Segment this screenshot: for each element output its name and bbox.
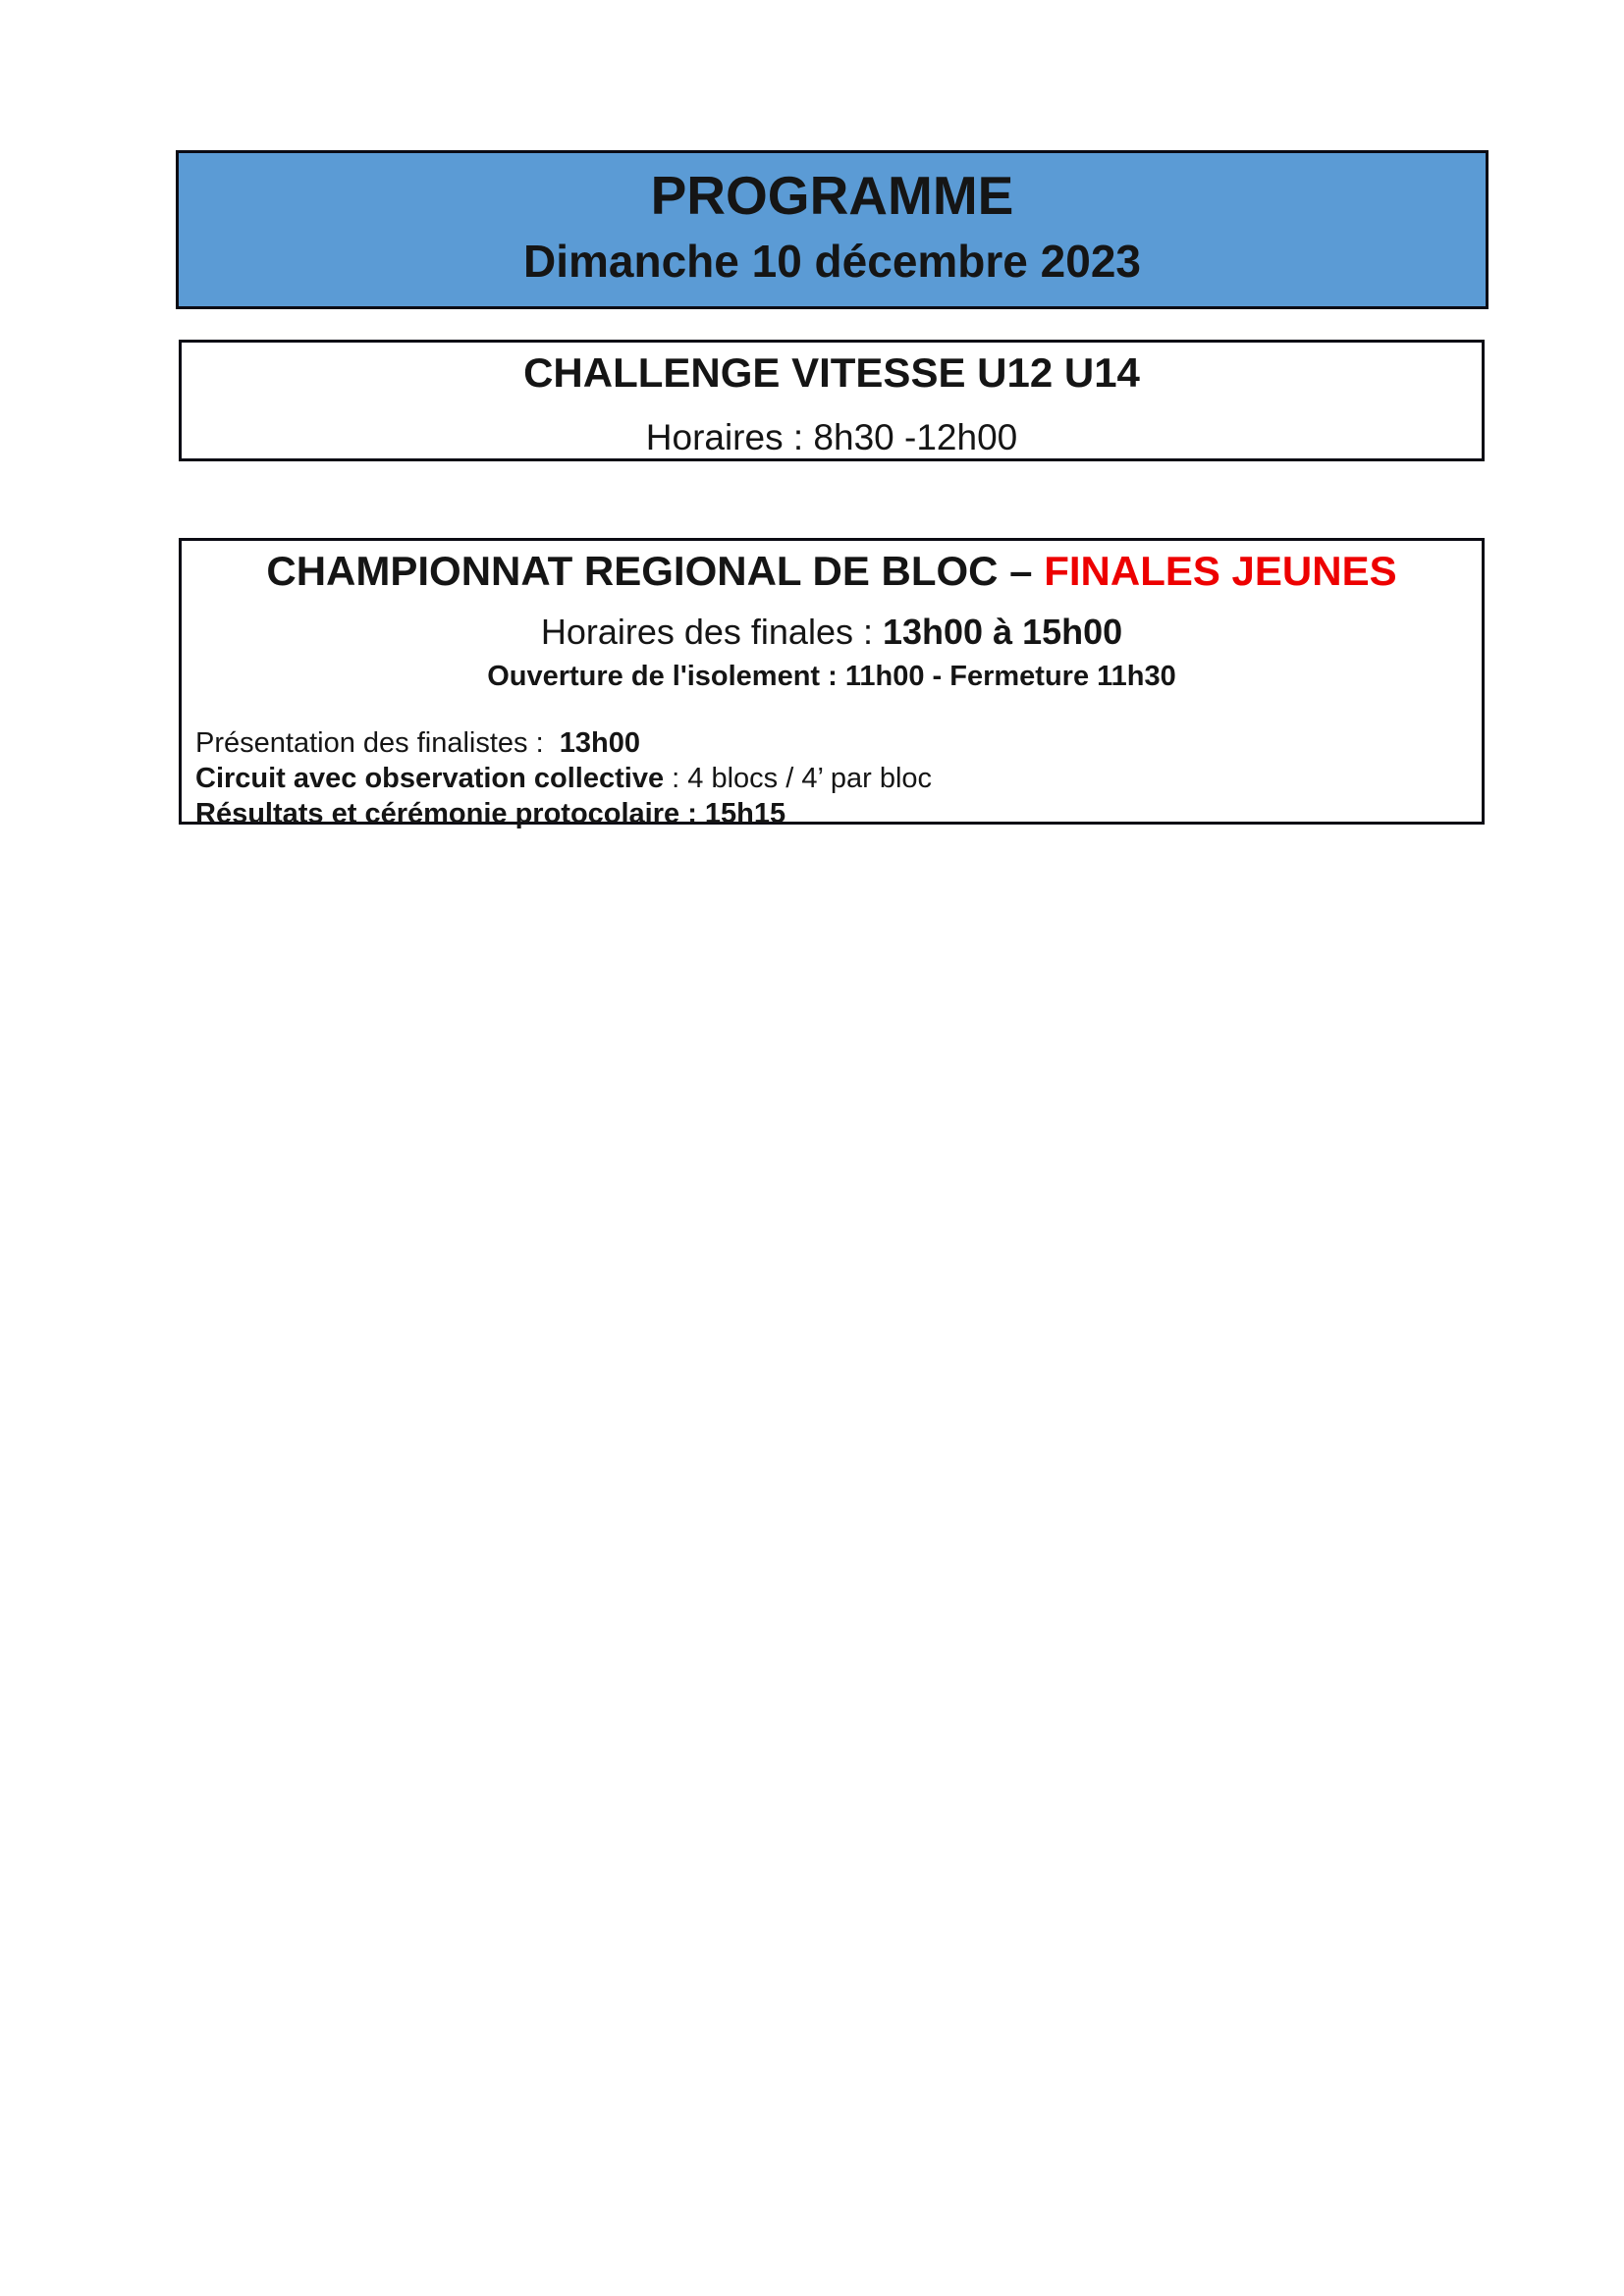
program-date-subtitle: Dimanche 10 décembre 2023 [522, 236, 1142, 287]
finals-schedule-line [182, 612, 1482, 653]
finals-schedule-label: Horaires des finales : [540, 612, 883, 652]
program-header-banner [176, 150, 1489, 309]
circuit-label: Circuit avec observation collective [195, 763, 665, 794]
finals-schedule-time: 13h00 à 15h00 [882, 612, 1123, 652]
section-challenge-vitesse [179, 340, 1485, 461]
challenge-vitesse-schedule: Horaires : 8h30 -12h00 [645, 417, 1018, 457]
championnat-bloc-title [182, 541, 1482, 595]
challenge-vitesse-title: CHALLENGE VITESSE U12 U14 [523, 349, 1140, 396]
isolation-schedule-line: Ouverture de l'isolement : 11h00 - Fermeture 11h30 [487, 661, 1176, 692]
championnat-bloc-title-black: CHAMPIONNAT REGIONAL DE BLOC – [266, 548, 1045, 594]
presentation-label: Présentation des finalistes : [195, 727, 560, 759]
detail-line-presentation [195, 725, 1482, 761]
finals-details-block [182, 725, 1482, 831]
program-title: PROGRAMME [650, 165, 1014, 226]
section-championnat-bloc [179, 538, 1485, 829]
championnat-bloc-title-red: FINALES JEUNES [1044, 548, 1397, 594]
circuit-description: : 4 blocs / 4’ par bloc [664, 763, 933, 794]
detail-line-circuit [195, 761, 1482, 796]
presentation-time: 13h00 [559, 727, 640, 759]
detail-line-results: Résultats et cérémonie protocolaire : 15h15 [195, 798, 786, 829]
